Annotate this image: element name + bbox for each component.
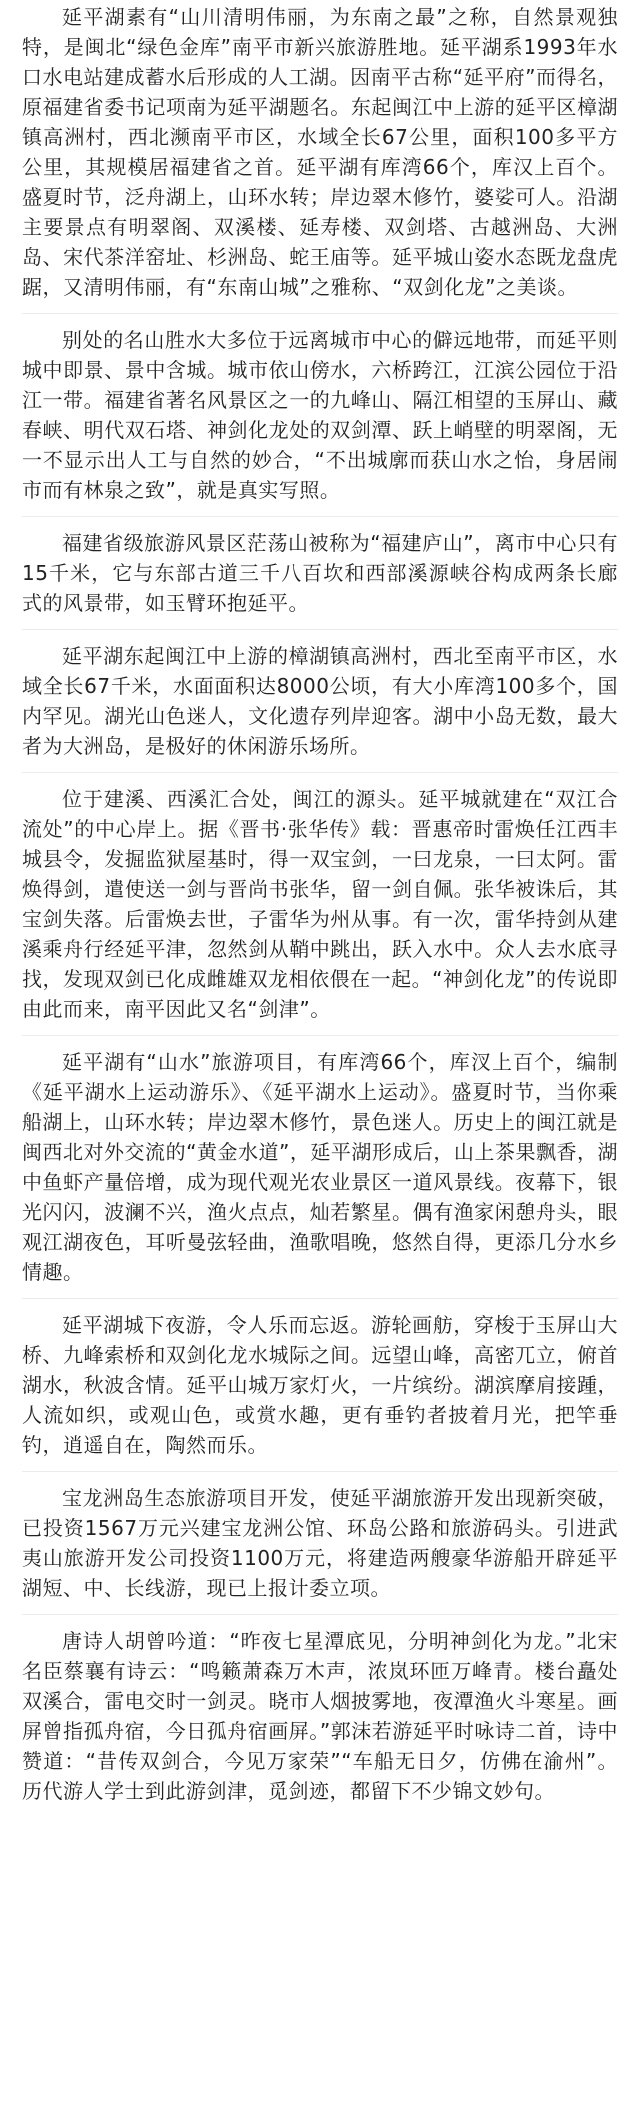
paragraph-divider: [22, 313, 618, 314]
paragraph-city-scenery: 别处的名山胜水大多位于远离城市中心的僻远地带，而延平则城中即景、景中含城。城市依山傍水，六桥跨江，江滨公园位于沿江一带。福建省著名风景区之一的九峰山、隔江相望的玉屏山、藏春峡、明代双石塔、神剑化龙处的双剑潭、跃上峭壁的明翠阁，无一不显示出人工与自然的妙合，“不出城廓而获山水之怡，身居闹市而有林泉之致”，就是真实写照。: [22, 328, 618, 502]
paragraph-sword-legend: 位于建溪、西溪汇合处，闽江的源头。延平城就建在“双江合流处”的中心岸上。据《晋书·张华传》载：晋惠帝时雷焕任江西丰城县令，发掘监狱屋基时，得一双宝剑，一曰龙泉，一曰太阿。雷焕得剑，遣使送一剑与晋尚书张华，留一剑自佩。张华被诛后，其宝剑失落。后雷焕去世，子雷华为州从事。有一次，雷华持剑从建溪乘舟行经延平津，忽然剑从鞘中跳出，跃入水中。众人去水底寻找，发现双剑已化成雌雄双龙相依偎在一起。“神剑化龙”的传说即由此而来，南平因此又名“剑津”。: [22, 787, 618, 1021]
paragraph-landscape-tourism: 延平湖有“山水”旅游项目，有库湾66个，库汊上百个，编制《延平湖水上运动游乐》、《延平湖水上运动》。盛夏时节，当你乘船湖上，山环水转；岸边翠木修竹，景色迷人。历史上的闽江就是闽西北对外交流的“黄金水道”，延平湖形成后，山上茶果飘香，湖中鱼虾产量倍增，成为现代观光农业景区一道风景线。夜幕下，银光闪闪，波澜不兴，渔火点点，灿若繁星。偶有渔家闲憩舟头，眼观江湖夜色，耳听曼弦轻曲，渔歌唱晚，悠然自得，更添几分水乡情趣。: [22, 1050, 618, 1284]
paragraph-divider: [22, 1614, 618, 1615]
paragraph-lake-overview: 延平湖东起闽江中上游的樟湖镇高洲村，西北至南平市区，水域全长67千米，水面面积达8000公顷，有大小库湾100多个，国内罕见。湖光山色迷人，文化遗存列岸迎客。湖中小岛无数，最大者为大洲岛，是极好的休闲游乐场所。: [22, 644, 618, 758]
paragraph-intro: 延平湖素有“山川清明伟丽，为东南之最”之称，自然景观独特，是闽北“绿色金库”南平市新兴旅游胜地。延平湖系1993年水口水电站建成蓄水后形成的人工湖。因南平古称“延平府”而得名，原福建省委书记项南为延平湖题名。东起闽江中上游的延平区樟湖镇高洲村，西北濒南平市区，水域全长67公里，面积100多平方公里，其规模居福建省之首。延平湖有库湾66个，库汉上百个。盛夏时节，泛舟湖上，山环水转；岸边翠木修竹，婆娑可人。沿湖主要景点有明翠阁、双溪楼、延寿楼、双剑塔、古越洲岛、大洲岛、宋代茶洋窑址、杉洲岛、蛇王庙等。延平城山姿水态既龙盘虎踞，又清明伟丽，有“东南山城”之雅称、“双剑化龙”之美谈。: [22, 5, 618, 299]
paragraph-mangdang-mountain: 福建省级旅游风景区茫荡山被称为“福建庐山”，离市中心只有15千米，它与东部古道三千八百坎和西部溪源峡谷构成两条长廊式的风景带，如玉臂环抱延平。: [22, 531, 618, 615]
paragraph-divider: [22, 629, 618, 630]
paragraph-divider: [22, 1298, 618, 1299]
paragraph-baolongzhou-project: 宝龙洲岛生态旅游项目开发，使延平湖旅游开发出现新突破，已投资1567万元兴建宝龙洲公馆、环岛公路和旅游码头。引进武夷山旅游开发公司投资1100万元，将建造两艘豪华游船开辟延平湖短、中、长线游，现已上报计委立项。: [22, 1486, 618, 1600]
paragraph-poems: 唐诗人胡曾吟道：“昨夜七星潭底见，分明神剑化为龙。”北宋名臣蔡襄有诗云：“鸣籁萧森万木声，浓岚环匝万峰青。楼台矗处双溪合，雷电交时一剑灵。晓市人烟披雾地，夜潭渔火斗寒星。画屏曾指孤舟宿，今日孤舟宿画屏。”郭沫若游延平时咏诗二首，诗中赞道：“昔传双剑合，今见万家荣”“车船无日夕，仿佛在渝州”。历代游人学士到此游剑津，觅剑迹，都留下不少锦文妙句。: [22, 1629, 618, 1803]
paragraph-divider: [22, 1471, 618, 1472]
paragraph-divider: [22, 772, 618, 773]
paragraph-night-tour: 延平湖城下夜游，令人乐而忘返。游轮画舫，穿梭于玉屏山大桥、九峰索桥和双剑化龙水城际之间。远望山峰，高密兀立，俯首湖水，秋波含情。延平山城万家灯火，一片缤纷。湖滨摩肩接踵，人流如织，或观山色，或赏水趣，更有垂钓者披着月光，把竿垂钓，逍遥自在，陶然而乐。: [22, 1313, 618, 1457]
paragraph-divider: [22, 1035, 618, 1036]
paragraph-divider: [22, 516, 618, 517]
